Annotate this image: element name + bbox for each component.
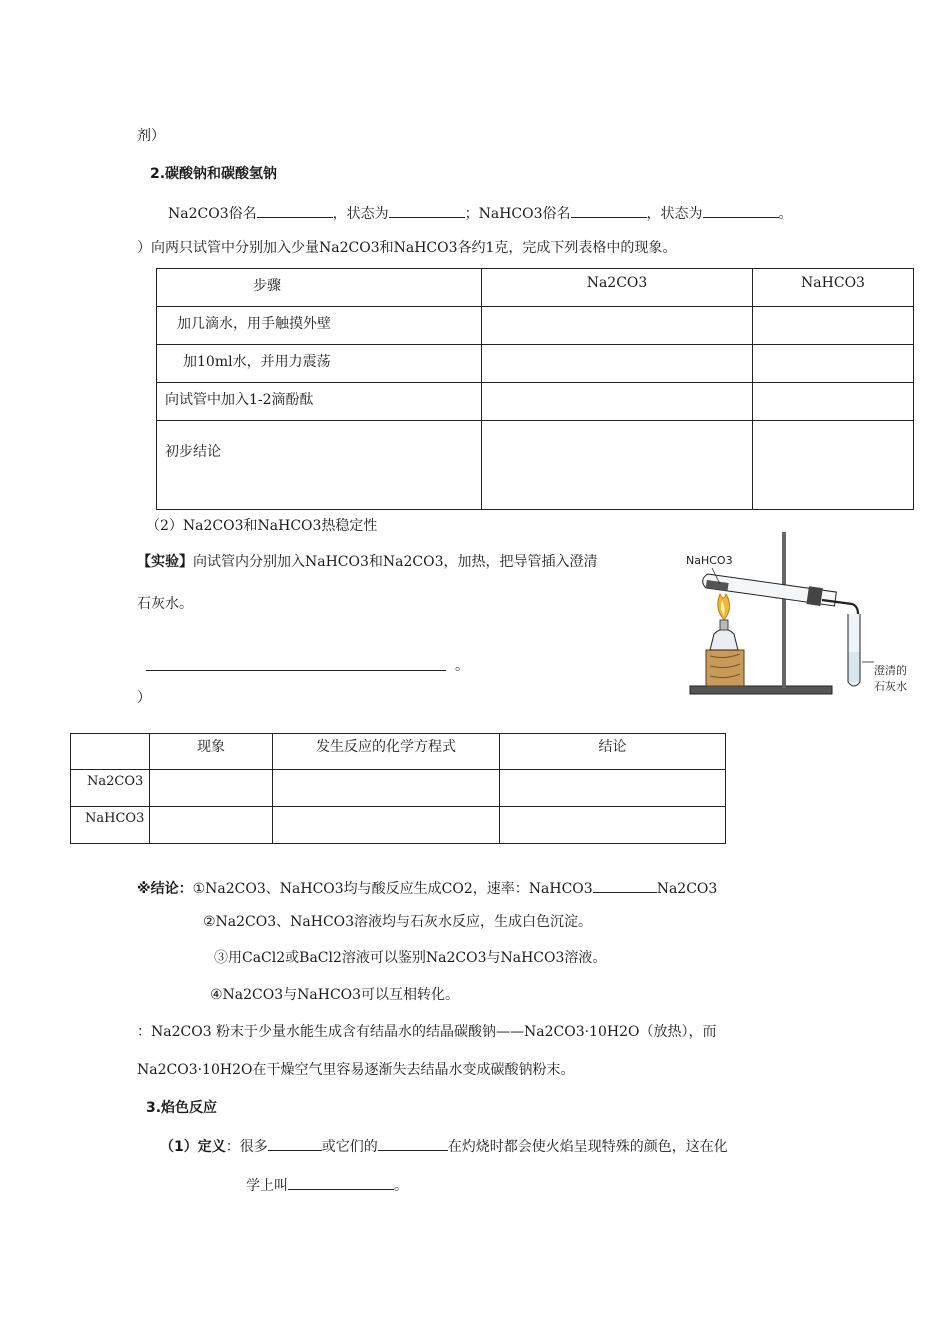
experiment-label: 【实验】 [137,554,193,570]
conclusion-2: ②Na2CO3、NaHCO3溶液均与石灰水反应，生成白色沉淀。 [203,914,593,930]
answer-cell[interactable] [482,383,753,421]
answer-cell[interactable] [482,307,753,345]
table-row [157,421,914,510]
answer-cell[interactable] [753,307,914,345]
answer-cell[interactable] [150,807,273,844]
header-nahco3: NaHCO3 [753,269,914,307]
conclusion-1: ※结论：①Na2CO3、NaHCO3均与酸反应生成CO2，速率：NaHCO3 Na2CO3 [137,878,717,898]
step-label: 初步结论 [157,421,482,510]
experiment-line-2: 石灰水。 [137,596,193,612]
blank-observation[interactable] [146,656,446,671]
answer-cell[interactable] [500,807,726,844]
nahco3-formula: NaHCO3 [478,206,543,222]
definition-line: （1）定义：很多 或它们的 在灼烧时都会使火焰呈现特殊的颜色，这在化 [160,1136,728,1156]
definition-label: （1）定义 [160,1139,226,1155]
blank-nahco3-state[interactable] [703,203,779,218]
paren-fragment: ） [137,690,151,706]
blank-compounds[interactable] [378,1136,448,1151]
header-equation: 发生反应的化学方程式 [273,734,500,770]
answer-cell[interactable] [150,770,273,807]
note-line-1: ：Na2CO3 粉末于少量水能生成含有结晶水的结晶碳酸钠——Na2CO3·10H2O（放热），而 [137,1024,717,1040]
observation-answer-line [146,656,446,676]
header-conclusion: 结论 [500,734,726,770]
conclusion-3: ③用CaCl2或BaCl2溶液可以鉴别Na2CO3与NaHCO3溶液。 [214,950,607,966]
blank-elements[interactable] [268,1136,322,1151]
blank-rate-comparison[interactable] [593,878,657,893]
alcohol-lamp [710,629,738,650]
experiment-line: 【实验】向试管内分别加入NaHCO3和Na2CO3，加热，把导管插入澄清 [137,554,598,570]
label-nahco3: NaHCO3 [686,554,733,567]
answer-cell[interactable] [500,770,726,807]
step-label: 加几滴水，用手触摸外壁 [157,307,482,345]
section-3-heading: 3.焰色反应 [146,1100,218,1116]
step-label: 加10ml水，并用力震荡 [157,345,482,383]
conclusion-4: ④Na2CO3与NaHCO3可以互相转化。 [210,987,460,1003]
blank-nahco3-name[interactable] [571,203,647,218]
heating-apparatus-figure [684,528,920,700]
answer-cell[interactable] [273,807,500,844]
top-fragment: 剂） [137,128,165,144]
na2co3-formula: Na2CO3 [168,206,229,222]
blank-term[interactable] [288,1175,394,1190]
conclusion-label: ※结论： [137,881,193,897]
stand-rod [782,532,786,688]
answer-cell[interactable] [753,345,914,383]
section-2-heading: 2.碳酸钠和碳酸氢钠 [150,166,278,182]
period: 。 [455,658,469,674]
table-row [157,383,914,421]
table-header-row [71,734,726,770]
stopper [806,586,822,606]
answer-cell[interactable] [482,345,753,383]
row-label: Na2CO3 [71,770,150,807]
answer-cell[interactable] [753,421,914,510]
header-na2co3: Na2CO3 [482,269,753,307]
name-state-line: Na2CO3俗名 ，状态为 ；NaHCO3俗名 ，状态为 。 [168,203,793,223]
table-row [71,770,726,807]
instruction-line: ）向两只试管中分别加入少量Na2CO3和NaHCO3各约1克，完成下列表格中的现象。 [137,240,677,256]
header-empty [71,734,150,770]
blank-na2co3-state[interactable] [389,203,465,218]
phenomena-table [156,268,914,510]
stability-title: （2）Na2CO3和NaHCO3热稳定性 [146,518,378,534]
table-row [157,307,914,345]
table-row [157,345,914,383]
label-limewater-1: 澄清的 [874,664,907,677]
table-header-row [157,269,914,307]
answer-cell[interactable] [273,770,500,807]
header-phenomenon: 现象 [150,734,273,770]
header-step: 步骤 [157,269,482,307]
note-line-2: Na2CO3·10H2O在干燥空气里容易逐渐失去结晶水变成碳酸钠粉末。 [137,1062,575,1078]
row-label: NaHCO3 [71,807,150,844]
label-limewater-2: 石灰水 [874,680,907,693]
stability-table [70,733,726,844]
table-row [71,807,726,844]
blank-na2co3-name[interactable] [257,203,333,218]
definition-line-2: 学上叫 。 [246,1175,408,1195]
answer-cell[interactable] [482,421,753,510]
step-label: 向试管中加入1-2滴酚酞 [157,383,482,421]
answer-cell[interactable] [753,383,914,421]
stand-base [690,686,832,694]
